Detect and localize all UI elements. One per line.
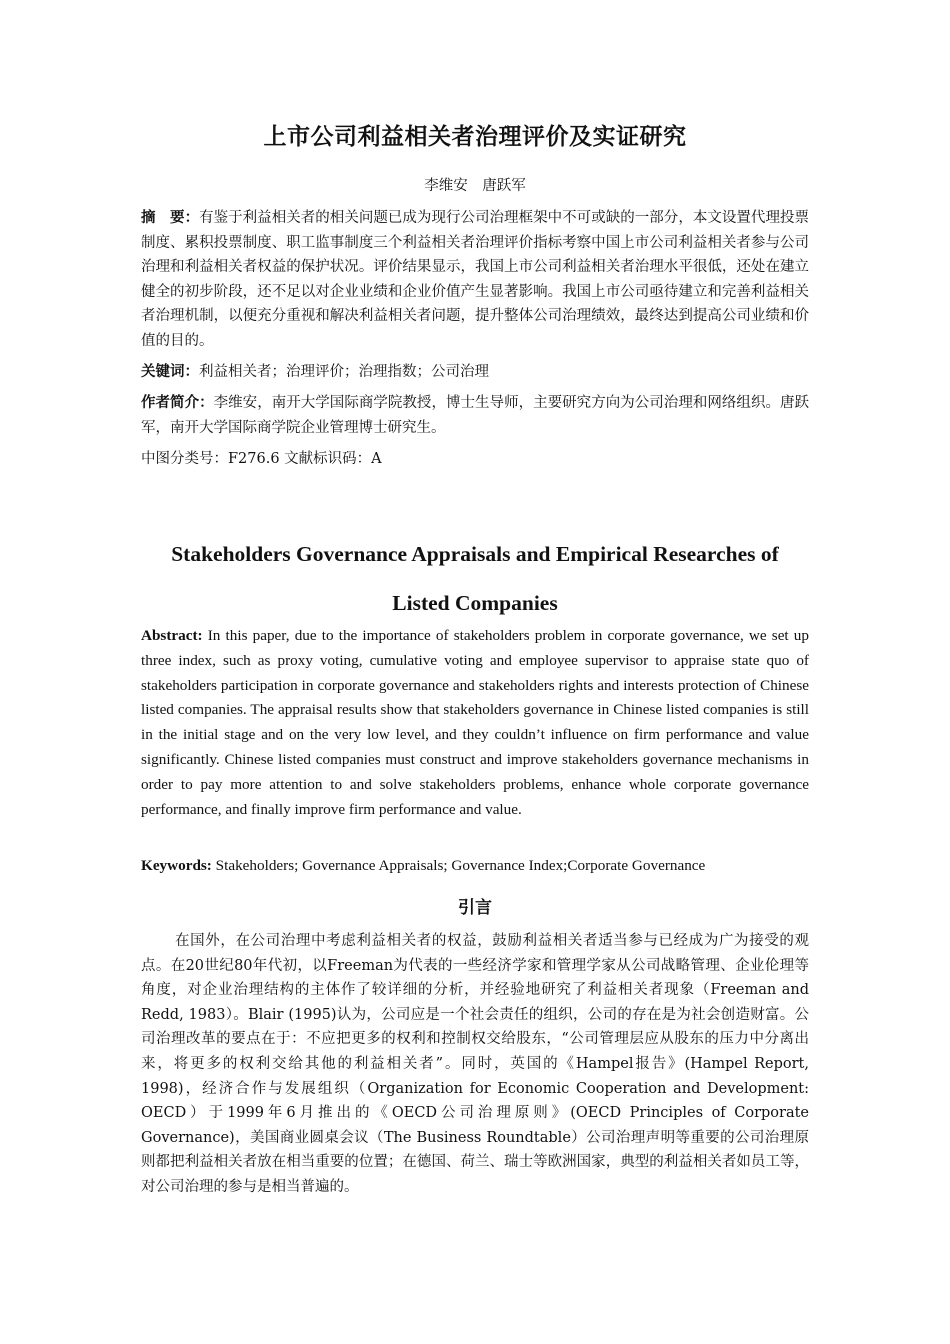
- english-abstract-text: In this paper, due to the importance of stakeholders problem in corporate governance, we set up three index, such as proxy voting, cumulative voting and employee supervisor to appraise state quo of stakeholders participation in corporate governance and stakeholders rights and interests protection of Chinese listed companies. The appraisal results show that stakeholders governance in Chinese listed companies is still in the initial stage and on the very low level, and they couldn’t influence on firm performance and value significantly. Chinese listed companies must construct and improve stakeholders governance mechanisms in order to pay more attention to and solve stakeholders problems, enhance whole corporate governance performance, and finally improve firm performance and value.: [141, 627, 809, 818]
- author-bio-label: 作者简介：: [141, 395, 214, 411]
- authors: 李维安 唐跃军: [424, 178, 526, 194]
- chinese-abstract: [141, 206, 809, 354]
- english-keywords-label: Keywords:: [141, 857, 212, 874]
- introduction-paragraph: 在国外，在公司治理中考虑利益相关者的权益，鼓励利益相关者适当参与已经成为广为接受的观点。在20世纪80年代初，以Freeman为代表的一些经济学家和管理学家从公司战略管理、企业伦理等角度，对企业治理结构的主体作了较详细的分析，并经验地研究了利益相关者现象（Freeman and Redd, 1983）。Blair (1995)认为，公司应是一个社会责任的组织，公司的存在是为社会创造财富。公司治理改革的要点在于：不应把更多的权利和控制权交给股东，“公司管理层应从股东的压力中分离出来，将更多的权利交给其他的利益相关者”。同时，英国的《Hampel报告》(Hampel Report, 1998)，经济合作与发展组织（Organization for Economic Cooperation and Development: OECD）于1999年6月推出的《OECD公司治理原则》(OECD Principles of Corporate Governance)，美国商业圆桌会议（The Business Roundtable）公司治理声明等重要的公司治理原则都把利益相关者放在相当重要的位置；在德国、荷兰、瑞士等欧洲国家，典型的利益相关者如员工等，对公司治理的参与是相当普遍的。: [141, 933, 809, 1195]
- english-abstract-label: Abstract:: [141, 627, 203, 644]
- chinese-keywords: [141, 360, 809, 385]
- keywords-label: 关键词：: [141, 364, 199, 380]
- author-bio-text: 李维安，南开大学国际商学院教授，博士生导师，主要研究方向为公司治理和网络组织。唐跃军，南开大学国际商学院企业管理博士研究生。: [141, 395, 810, 436]
- english-keywords: [141, 854, 809, 879]
- chinese-title: 上市公司利益相关者治理评价及实证研究: [263, 124, 687, 150]
- section-heading-introduction: 引言: [458, 898, 492, 918]
- keywords-text: 利益相关者；治理评价；治理指数；公司治理: [199, 364, 489, 380]
- english-title: Stakeholders Governance Appraisals and Empirical Researches of Listed Companies: [171, 542, 779, 615]
- classification-line: 中图分类号：F276.6 文献标识码：A: [141, 451, 382, 467]
- abstract-label: 摘 要：: [141, 210, 200, 226]
- author-bio: [141, 391, 809, 440]
- abstract-text: 有鉴于利益相关者的相关问题已成为现行公司治理框架中不可或缺的一部分，本文设置代理投票制度、累积投票制度、职工监事制度三个利益相关者治理评价指标考察中国上市公司利益相关者参与公司治理和利益相关者权益的保护状况。评价结果显示，我国上市公司利益相关者治理水平很低，还处在建立健全的初步阶段，还不足以对企业业绩和企业价值产生显著影响。我国上市公司亟待建立和完善利益相关者治理机制，以便充分重视和解决利益相关者问题，提升整体公司治理绩效，最终达到提高公司业绩和价值的目的。: [141, 210, 810, 349]
- english-keywords-text: Stakeholders; Governance Appraisals; Governance Index;Corporate Governance: [211, 857, 706, 874]
- english-abstract: [141, 624, 809, 822]
